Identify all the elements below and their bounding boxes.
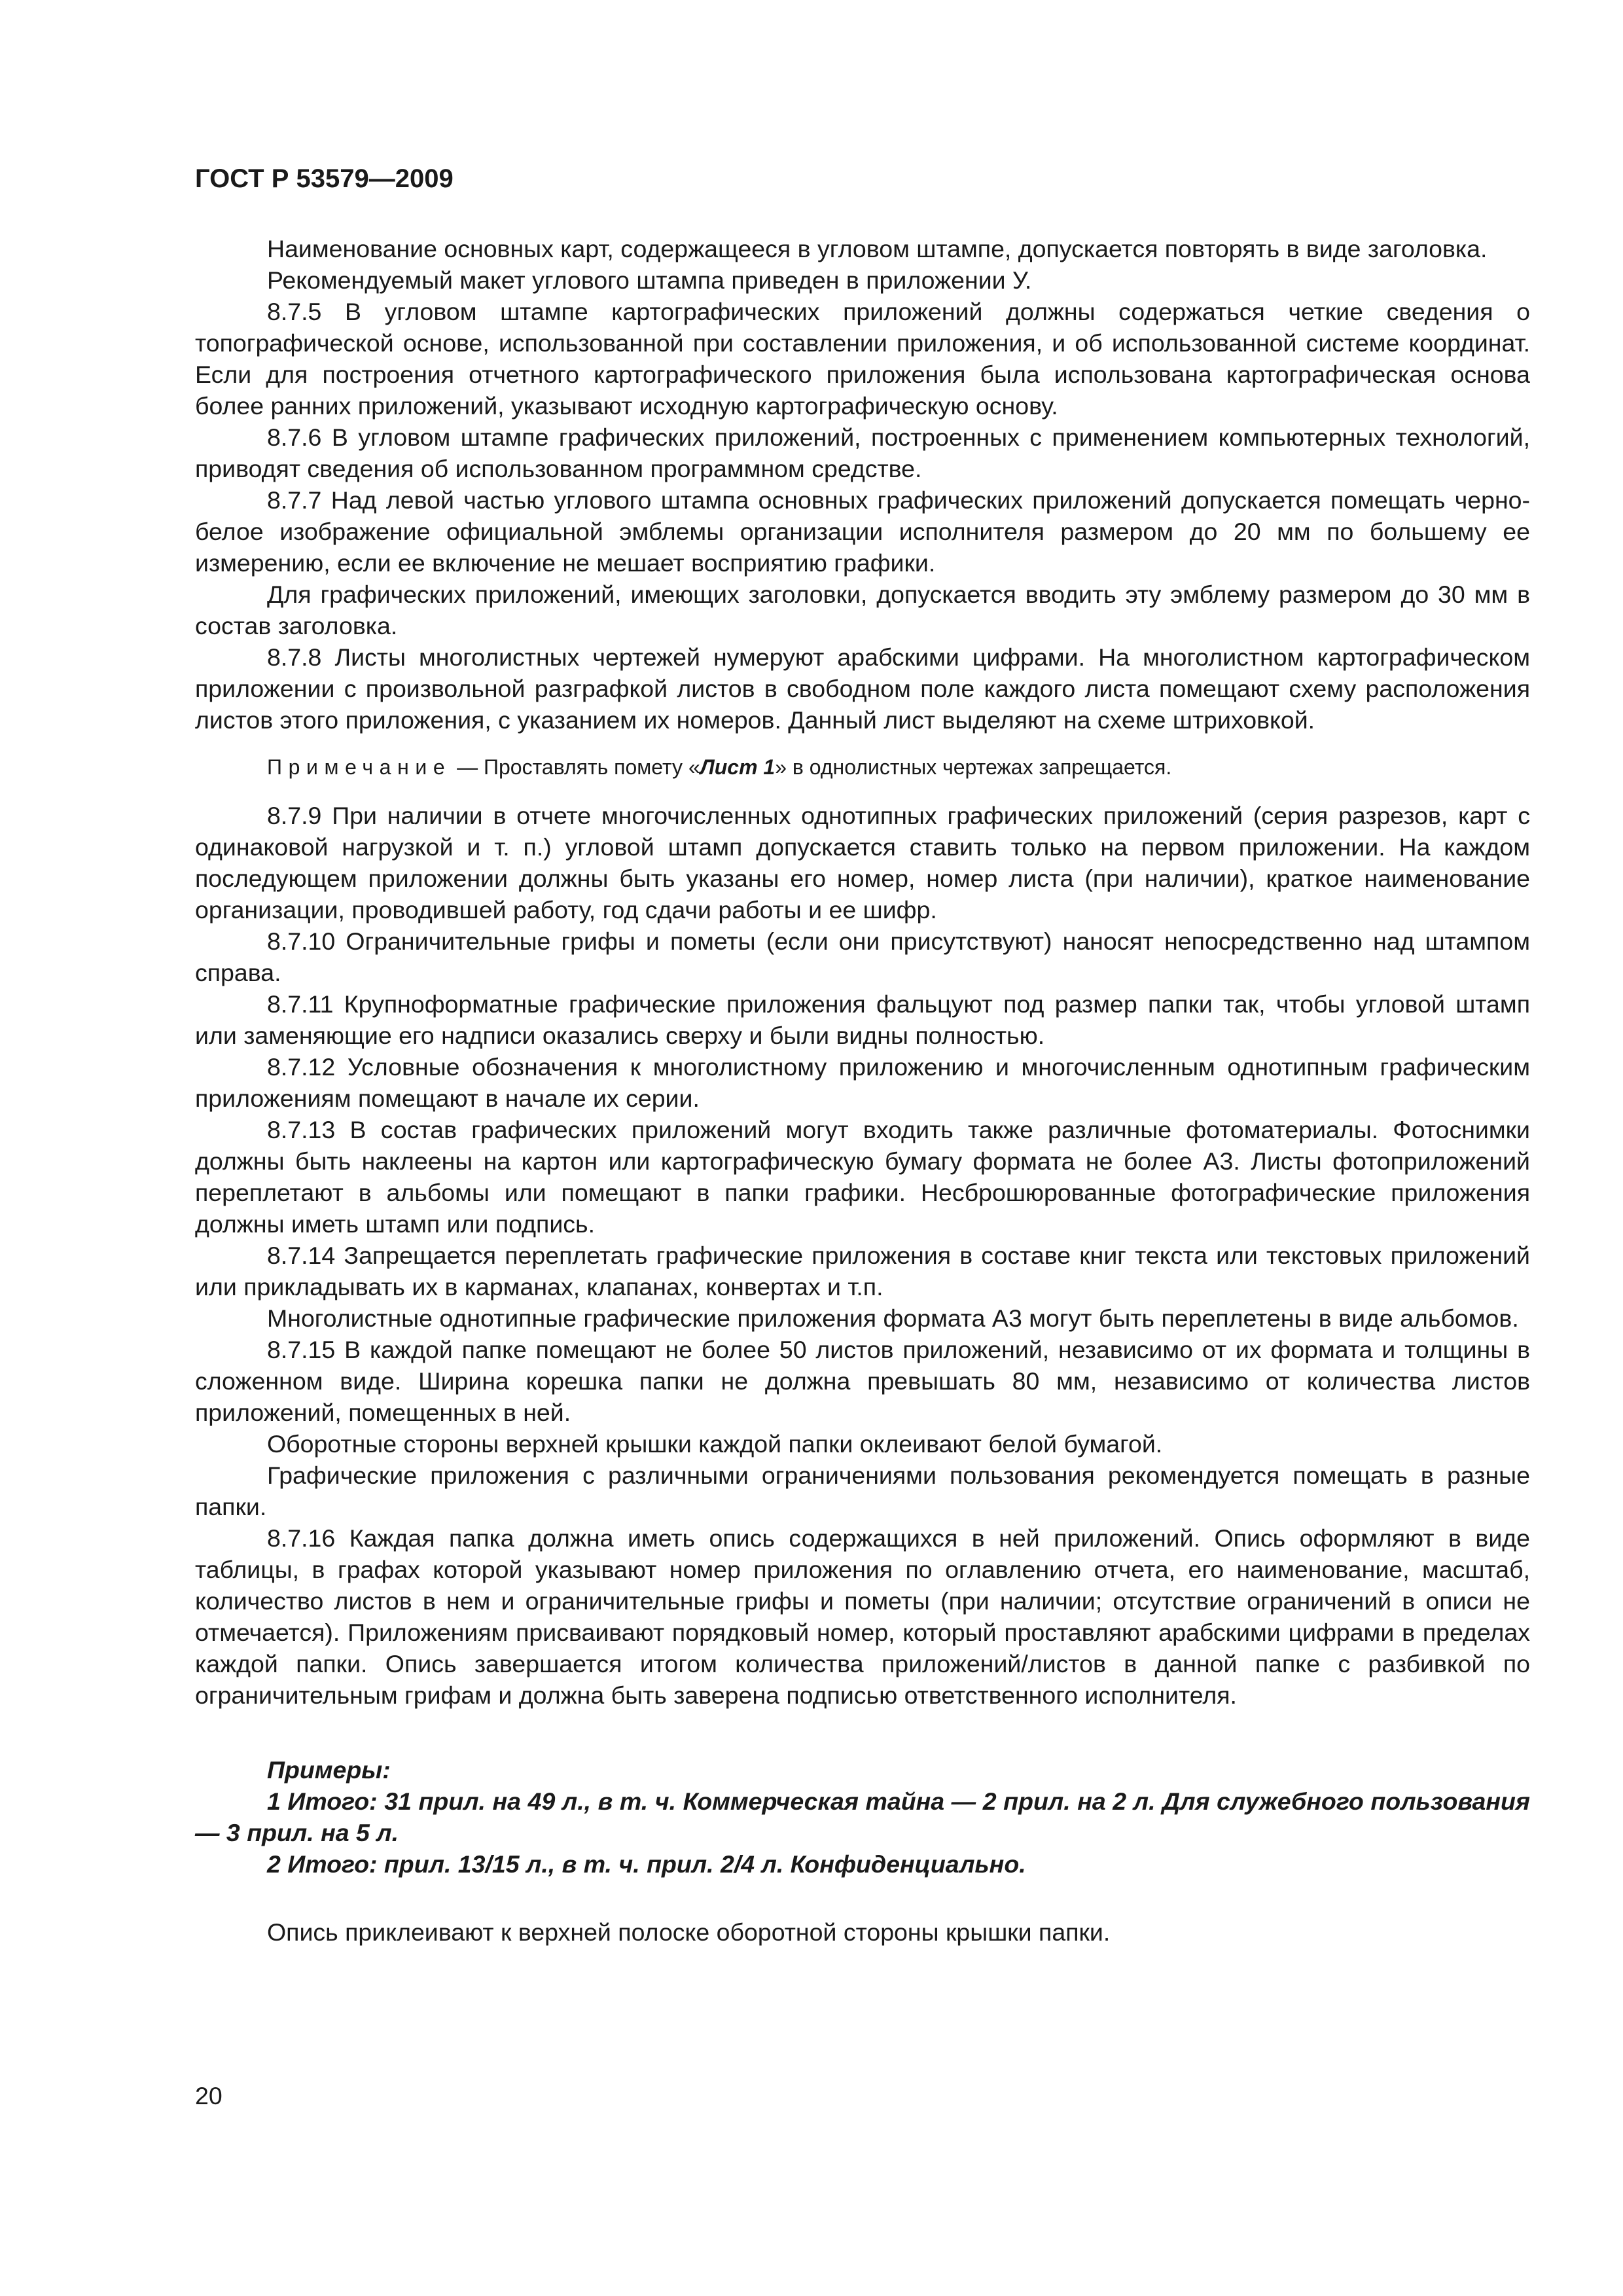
- closing-paragraph: Опись приклеивают к верхней полоске оборотной стороны крышки папки.: [267, 1918, 1111, 1946]
- clause-8-7-11: 8.7.11 Крупноформатные графические приложения фальцуют под размер папки так, чтобы угловой штамп или заменяющие его надписи оказались сверху и были видны полностью.: [195, 990, 1530, 1049]
- examples-block: [195, 1754, 1530, 1880]
- clause-8-7-16: 8.7.16 Каждая папка должна иметь опись содержащихся в ней приложений. Опись оформляют в виде таблицы, в графах которой указывают номер приложения по оглавлению отчета, его наименование, масштаб, количество листов в нем и ограничительные грифы и пометы (при наличии; отсутствие ограничений в описи не отмечается). Приложениям присваивают порядковый номер, который проставляют арабскими цифрами в пределах каждой папки. Опись завершается итогом количества приложений/листов в данной папке с разбивкой по ограничительным грифам и должна быть заверена подписью ответственного исполнителя.: [195, 1524, 1530, 1709]
- example-item: 1 Итого: 31 прил. на 49 л., в т. ч. Коммерческая тайна — 2 прил. на 2 л. Для служебного пользования — 3 прил. на 5 л.: [195, 1787, 1530, 1846]
- paragraph: Многолистные однотипные графические приложения формата А3 могут быть переплетены в виде альбомов.: [267, 1304, 1519, 1332]
- body-section-2: [195, 800, 1530, 1711]
- note: [195, 753, 1530, 781]
- note-label: Примечание: [267, 755, 452, 779]
- clause-8-7-6: 8.7.6 В угловом штампе графических приложений, построенных с применением компьютерных технологий, приводят сведения об использованном программном средстве.: [195, 423, 1530, 482]
- document-page: [195, 162, 1530, 1948]
- examples-heading: Примеры:: [267, 1756, 391, 1784]
- paragraph: Для графических приложений, имеющих заголовки, допускается вводить эту эмблему размером до 30 мм в состав заголовка.: [195, 581, 1530, 639]
- paragraph: Оборотные стороны верхней крышки каждой папки оклеивают белой бумагой.: [267, 1430, 1163, 1458]
- example-item: 2 Итого: прил. 13/15 л., в т. ч. прил. 2/4 л. Конфиденциально.: [267, 1850, 1026, 1878]
- paragraph: Наименование основных карт, содержащееся в угловом штампе, допускается повторять в виде заголовка.: [267, 235, 1488, 262]
- clause-8-7-5: 8.7.5 В угловом штампе картографических приложений должны содержаться четкие сведения о топографической основе, использованной при составлении приложения, и об использованной системе координат. Если для построения отчетного картографического приложения была использована картографическая основа более ранних приложений, указывают исходную картографическую основу.: [195, 298, 1530, 420]
- note-sheet-reference: Лист 1: [700, 755, 776, 779]
- paragraph: Графические приложения с различными ограничениями пользования рекомендуется помещать в разные папки.: [195, 1462, 1530, 1520]
- clause-8-7-12: 8.7.12 Условные обозначения к многолистному приложению и многочисленным однотипным графическим приложениям помещают в начале их серии.: [195, 1053, 1530, 1112]
- document-code-header: ГОСТ Р 53579—2009: [195, 164, 454, 193]
- clause-8-7-10: 8.7.10 Ограничительные грифы и пометы (если они присутствуют) наносят непосредственно над штампом справа.: [195, 927, 1530, 986]
- clause-8-7-14: 8.7.14 Запрещается переплетать графические приложения в составе книг текста или текстовых приложений или прикладывать их в карманах, клапанах, конвертах и т.п.: [195, 1242, 1530, 1300]
- body-section-1: [195, 233, 1530, 736]
- note-text-before: — Проставлять помету «: [451, 755, 700, 779]
- clause-8-7-8: 8.7.8 Листы многолистных чертежей нумеруют арабскими цифрами. На многолистном картографическом приложении с произвольной разграфкой листов в свободном поле каждого листа помещают схему расположения листов этого приложения, с указанием их номеров. Данный лист выделяют на схеме штриховкой.: [195, 643, 1530, 734]
- page-number: 20: [195, 2082, 223, 2109]
- note-text-after: » в однолистных чертежах запрещается.: [775, 755, 1172, 779]
- clause-8-7-9: 8.7.9 При наличии в отчете многочисленных однотипных графических приложений (серия разрезов, карт с одинаковой нагрузкой и т. п.) угловой штамп допускается ставить только на первом приложении. На каждом последующем приложении должны быть указаны его номер, номер листа (при наличии), краткое наименование организации, проводившей работу, год сдачи работы и ее шифр.: [195, 802, 1530, 924]
- clause-8-7-15: 8.7.15 В каждой папке помещают не более 50 листов приложений, независимо от их формата и толщины в сложенном виде. Ширина корешка папки не должна превышать 80 мм, независимо от количества листов приложений, помещенных в ней.: [195, 1336, 1530, 1426]
- clause-8-7-7: 8.7.7 Над левой частью углового штампа основных графических приложений допускается помещать черно-белое изображение официальной эмблемы организации исполнителя размером до 20 мм по большему ее измерению, если ее включение не мешает восприятию графики.: [195, 486, 1530, 577]
- clause-8-7-13: 8.7.13 В состав графических приложений могут входить также различные фотоматериалы. Фотоснимки должны быть наклеены на картон или картографическую бумагу формата не более А3. Листы фотоприложений переплетают в альбомы или помещают в папки графики. Несброшюрованные фотографические приложения должны иметь штамп или подпись.: [195, 1116, 1530, 1238]
- paragraph: Рекомендуемый макет углового штампа приведен в приложении У.: [267, 266, 1032, 294]
